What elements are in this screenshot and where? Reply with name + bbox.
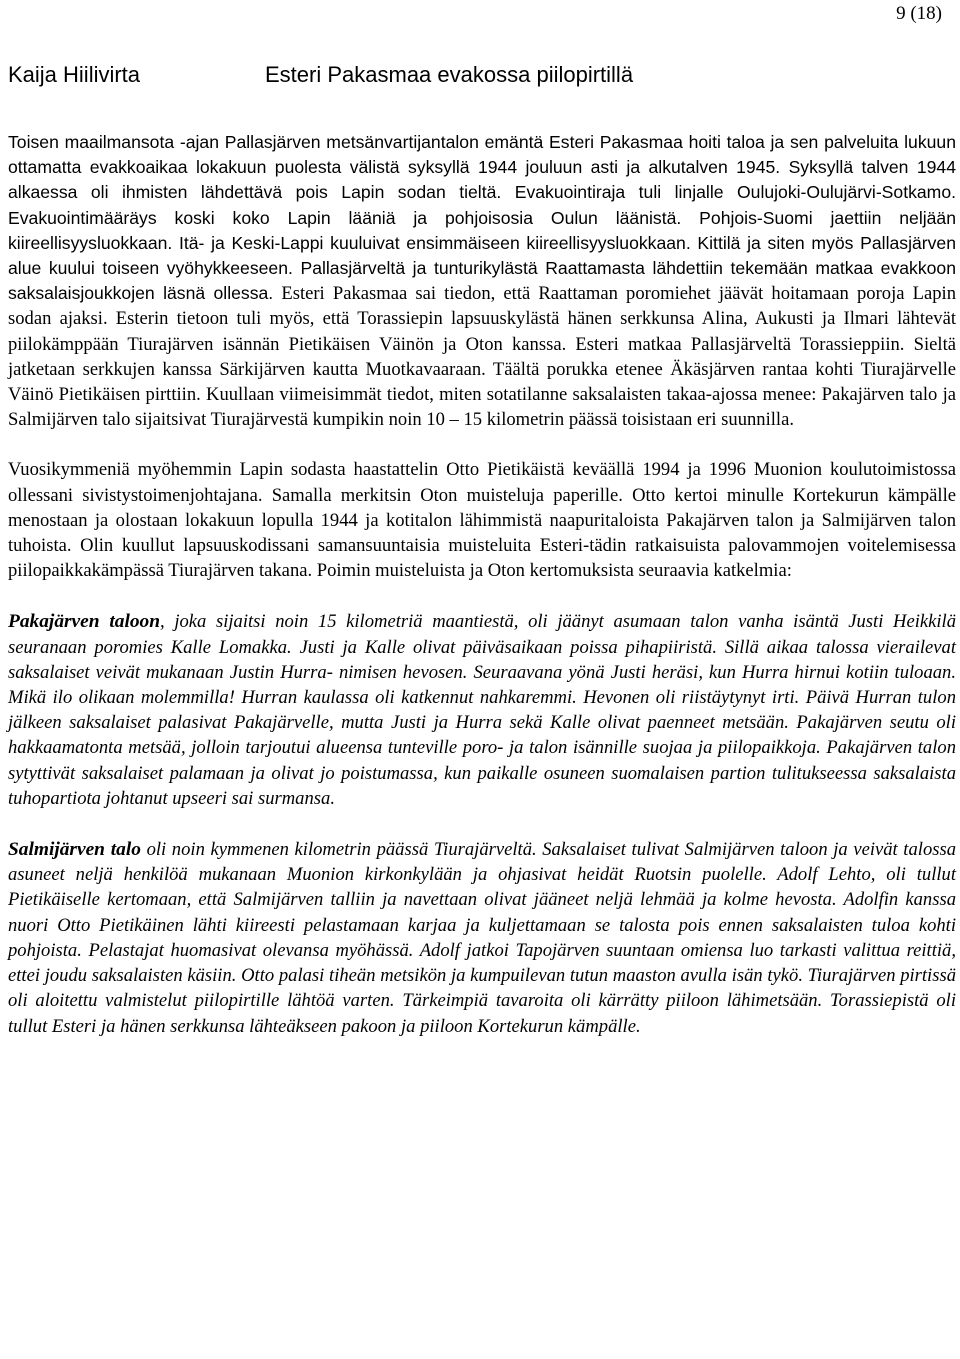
document-title: Esteri Pakasmaa evakossa piilopirtillä	[265, 62, 634, 87]
salmijarvi-text: oli noin kymmenen kilometrin päässä Tiurajärveltä. Saksalaiset tulivat Salmijärven taloon ja veivät talossa asuneet neljä henkilöä mukanaan Muonion kirkonkylään ja ohjasivat heidät Ruotsin puolelle. Adolf Lehto, oli tullut Pietikäiselle kertomaan, että Salmijärven talliin ja navettaan olivat jääneet neljä lehmää ja kolme hevosta. Adolfin kanssa nuori Otto Pietikäinen lähti kiireesti pelastamaan karjaa ja kuljettamaan se talosta pois ennen saksalaisten tuloa kohti pohjoista. Pelastajat huomasivat olevansa myöhässä. Adolf jatkoi Tapojärven suuntaan omiensa luo tarkasti valittua reittiä, ettei joudu saksalaisten käsiin. Otto palasi tiheän metsikön ja kumpuilevan tutun maaston avulla isän tykö. Tiurajärven pirtissä oli aloitettu valmistelut piilopirtille lähtöä varten. Tärkeimpiä tavaroita oli kärrätty piiloon lähimetsään. Torassiepistä oli tullut Esteri ja hänen serkkunsa lähteäkseen pakoon ja piiloon Kortekurun kämpälle.	[8, 839, 957, 1037]
pakajarvi-text: , joka sijaitsi noin 15 kilometriä maantiestä, oli jäänyt asumaan talon vanha isäntä Justi Heikkilä seuranaan poromies Kalle Lomakka. Justi ja Kalle olivat päiväsaikaan poissa pihapiiristä. Sillä aikaa talossa vierailevat saksalaiset veivät mukanaan Justin Hurra- nimisen hevosen. Seuraavana yönä Justi heräsi, kun Hurra hirnui kotiin tuloaan. Mikä ilo olikaan molemmilla! Hurran kaulassa oli katkennut nahkaremmi. Hevonen oli riistäytynyt irti. Päivä Hurran tulon jälkeen saksalaiset palasivat Pakajärvelle, mutta Justi ja Hurra sekä Kalle olivat paenneet metsään. Pakajärven seutu oli hakkaamatonta metsää, jolloin tarjoutui alueensa tunteville poro- ja talon isännille suojaa ja piilopaikkoja. Pakajärven talon sytyttivät saksalaiset palamaan ja olivat jo poistumassa, kun paikalle osuneen suomalaisen partion tulitukseessa saksalaista tuhopartiota johtanut upseeri sai surmansa.	[8, 611, 956, 809]
pakajarvi-paragraph	[8, 609, 956, 811]
interview-paragraph: Vuosikymmeniä myöhemmin Lapin sodasta haastattelin Otto Pietikäistä keväällä 1994 ja 1996 Muonion koulutoimistossa ollessani sivistystoimenjohtajana. Samalla merkitsin Oton muisteluja paperille. Otto kertoi minulle Kortekurun kämpälle menostaan ja olostaan lokakuun lopulla 1944 ja kotitalon lähimmistä naapuritaloista Pakajärven talon ja Salmijärven talon tuhoista. Olin kuullut lapsuuskodissani samansuuntaisia muisteluita Esteri-tädin ratkaisuista palovammojen voitelemisessa piilopaikkakämpässä Tiurajärven takana. Poimin muisteluista ja Oton kertomuksista seuraavia katkelmia:	[8, 459, 956, 582]
document-body	[8, 130, 956, 1039]
intro-paragraph-serif-part: Esteri Pakasmaa sai tiedon, että Raattaman poromiehet jäävät hoitamaan poroja Lapin sodan ajaksi. Esterin tietoon tuli myös, että Torassiepin lapsuuskylästä hänen serkkunsa Alina, Aukusti ja Ilmari lähtevät piilokämppään Tiurajärven isännän Pietikäisen Väinön ja Oton kanssa. Esteri matkaa Pallasjärveltä Torassieppiin. Sieltä jatketaan serkkujen kanssa Särkijärven kautta Muotkavaaraan. Täältä porukka etenee Äkäsjärven rantaa kohti Tiurajärvelle Väinö Pietikäisen pirttiin. Kuullaan viimeisimmät tiedot, miten sotatilanne saksalaisten takaa-ajossa menee: Pakajärven talo ja Salmijärven talo sijaitsivat Tiurajärvestä kumpikin noin 10 – 15 kilometrin päässä toisistaan eri suunnilla.	[8, 283, 957, 431]
salmijarvi-paragraph	[8, 837, 956, 1039]
page-number: 9 (18)	[896, 3, 942, 24]
pakajarvi-lead: Pakajärven taloon	[8, 611, 161, 633]
intro-paragraph-sans-part: Toisen maailmansota -ajan Pallasjärven metsänvartijantalon emäntä Esteri Pakasmaa hoiti taloa ja sen palveluita lukuun ottamatta evakkoaikaa lokakuun puolesta välistä syksyllä 1944 jouluun asti ja alkutalven 1945. Syksyllä talven 1944 alkaessa oli ihmisten lähdettävä pois Lapin sodan tieltä. Evakuointiraja tuli linjalle Oulujoki-Oulujärvi-Sotkamo. Evakuointimääräys koski koko Lapin lääniä ja pohjoisosia Oulun läänistä. Pohjois-Suomi jaettiin neljään kiireellisyysluokkaan. Itä- ja Keski-Lappi kuuluivat ensimmäiseen kiireellisyysluokkaan. Kittilä ja siten myös Pallasjärven alue kuului toiseen vyöhykkeeseen. Pallasjärveltä ja tunturikylästä Raattamasta lähdettiin tekemään matkaa evakkoon saksalaisjoukkojen läsnä ollessa.	[8, 132, 956, 304]
intro-paragraph	[8, 130, 956, 432]
salmijarvi-lead: Salmijärven talo	[8, 839, 141, 861]
author-name: Kaija Hiilivirta	[8, 62, 141, 87]
